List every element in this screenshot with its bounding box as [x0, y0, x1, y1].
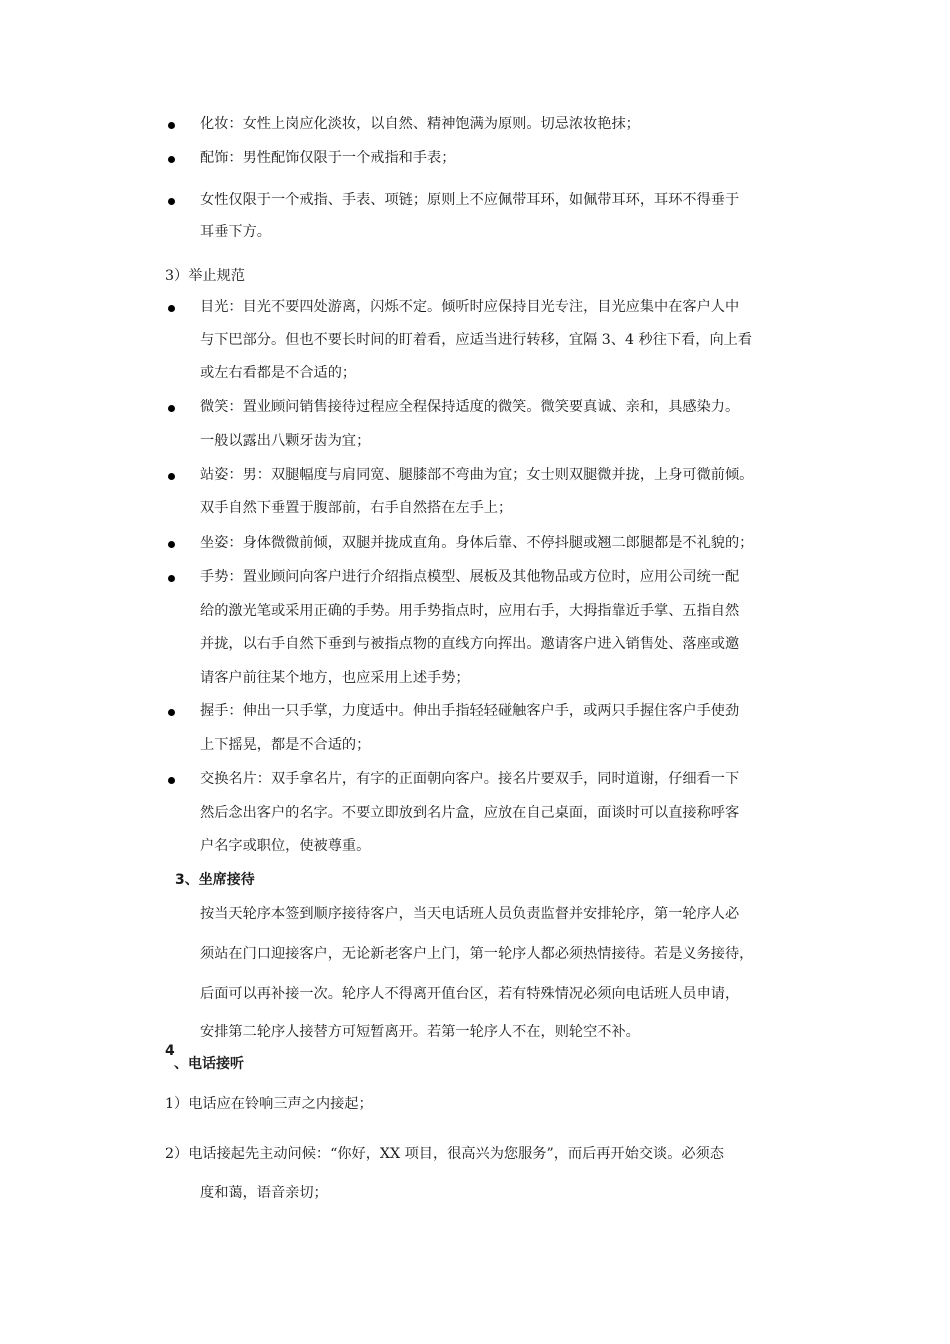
paragraph-line: 后面可以再补接一次。轮序人不得离开值台区，若有特殊情况必须向电话班人员申请， [200, 986, 740, 1002]
list-item-text: 户名字或职位，使被尊重。 [200, 838, 371, 854]
list-item-text: 耳垂下方。 [200, 224, 271, 240]
bullet-dot-icon [168, 541, 175, 548]
list-item-text: 然后念出客户的名字。不要立即放到名片盒，应放在自己桌面，面谈时可以直接称呼客 [200, 805, 740, 821]
section-number: 4 [165, 1043, 175, 1059]
paragraph-line: 须站在门口迎接客户，无论新老客户上门，第一轮序人都必须热情接待。若是义务接待， [200, 946, 754, 962]
list-item-text: 并拢，以右手自然下垂到与被指点物的直线方向挥出。邀请客户进入销售处、落座或邀 [200, 636, 740, 652]
list-item-text: 度和蔼，语音亲切； [200, 1185, 328, 1201]
list-item-text: 站姿：男：双腿幅度与肩同宽、腿膝部不弯曲为宜；女士则双腿微并拢，上身可微前倾。 [200, 467, 754, 483]
bullet-dot-icon [168, 198, 175, 205]
bullet-dot-icon [168, 305, 175, 312]
subheading: 3）举止规范 [165, 268, 245, 284]
list-item-text: 双手自然下垂置于腹部前，右手自然搭在左手上； [200, 500, 513, 516]
bullet-dot-icon [168, 575, 175, 582]
list-item-text: 坐姿：身体微微前倾，双腿并拢成直角。身体后靠、不停抖腿或翘二郎腿都是不礼貌的； [200, 535, 754, 551]
list-item-text: 给的激光笔或采用正确的手势。用手势指点时，应用右手，大拇指靠近手掌、五指自然 [200, 603, 740, 619]
section-title: 、坐席接待 [184, 872, 255, 888]
list-item-text: 握手：伸出一只手掌，力度适中。伸出手指轻轻碰触客户手，或两只手握住客户手使劲 [200, 703, 740, 719]
list-item-text: 交换名片：双手拿名片，有字的正面朝向客户。接名片要双手，同时道谢，仔细看一下 [200, 771, 740, 787]
list-item-text: 请客户前往某个地方，也应采用上述手势； [200, 670, 470, 686]
list-item-text: 与下巴部分。但也不要长时间的盯着看，应适当进行转移，宜隔 3、4 秒往下看，向上看 [200, 332, 753, 348]
section-heading [175, 870, 255, 890]
list-item-text: 配饰：男性配饰仅限于一个戒指和手表； [200, 150, 456, 166]
section-number: 3 [175, 872, 185, 888]
list-item-text: 2）电话接起先主动问候：“你好，XX 项目，很高兴为您服务”，而后再开始交谈。必须态 [165, 1146, 724, 1162]
paragraph-line: 安排第二轮序人接替方可短暂离开。若第一轮序人不在，则轮空不补。 [200, 1024, 640, 1040]
list-item-text: 微笑：置业顾问销售接待过程应全程保持适度的微笑。微笑要真诚、亲和，具感染力。 [200, 399, 740, 415]
bullet-dot-icon [168, 122, 175, 129]
list-item-text: 女性仅限于一个戒指、手表、项链；原则上不应佩带耳环，如佩带耳环，耳环不得垂于 [200, 192, 740, 208]
list-item-text: 上下摇晃，都是不合适的； [200, 737, 371, 753]
bullet-dot-icon [168, 777, 175, 784]
list-item-text: 1）电话应在铃响三声之内接起； [165, 1096, 373, 1112]
bullet-dot-icon [168, 405, 175, 412]
bullet-dot-icon [168, 473, 175, 480]
list-item-text: 或左右看都是不合适的； [200, 365, 357, 381]
paragraph-line: 按当天轮序本签到顺序接待客户，当天电话班人员负责监督并安排轮序，第一轮序人必 [200, 906, 740, 922]
list-item-text: 一般以露出八颗牙齿为宜； [200, 433, 371, 449]
bullet-dot-icon [168, 709, 175, 716]
section-title: 、电话接听 [174, 1056, 244, 1072]
bullet-dot-icon [168, 156, 175, 163]
list-item-text: 目光：目光不要四处游离，闪烁不定。倾听时应保持目光专注，目光应集中在客户人中 [200, 299, 740, 315]
list-item-text: 手势：置业顾问向客户进行介绍指点模型、展板及其他物品或方位时，应用公司统一配 [200, 569, 740, 585]
list-item-text: 化妆：女性上岗应化淡妆，以自然、精神饱满为原则。切忌浓妆艳抹； [200, 116, 640, 132]
